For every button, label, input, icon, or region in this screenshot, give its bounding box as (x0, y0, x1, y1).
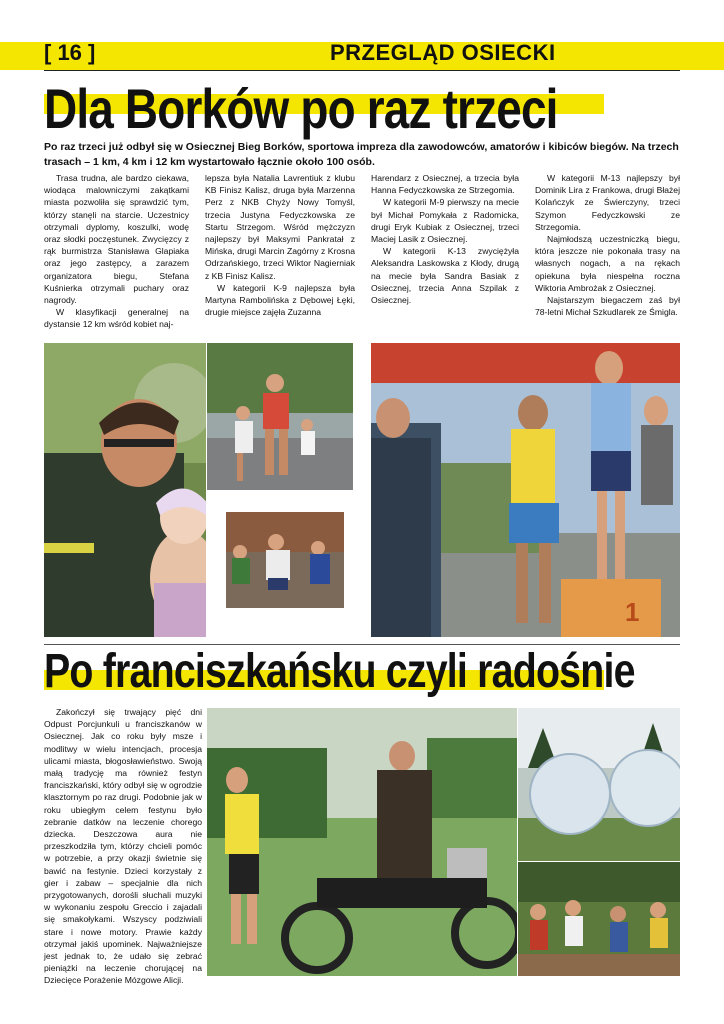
article-title: Dla Borków po raz trzeci (44, 77, 558, 140)
paragraph: W kategorii K-13 zwyciężyła Aleksandra Laskowska z Kłody, drugą na mecie była Sandra Basiak z Osiecznej, trzecia Anna Szpilak z Osiecznej. (371, 246, 519, 306)
paragraph: Trasa trudna, ale bardzo ciekawa, wiodąca malowniczymi zakątkami miasta pozwoliła się sprawdzić tym, którzy stanęli na starcie. Uczestnicy otrzymali dyplomy, koszulki, wodę oraz słodki poczęstunek. Zwycięzcy z rąk burmistrza Stanisława Glapiaka oraz jego zastępcy, a zarazem organizatora biegu, Stefana Kuśnierka otrzymali puchary oraz nagrody. (44, 173, 189, 306)
photo-motorcycle-festival (207, 708, 517, 976)
paragraph: Harendarz z Osiecznej, a trzecia była Hanna Fedyczkowska ze Strzegomia. (371, 173, 519, 196)
paragraph: W kategorii M-9 pierwszy na mecie był Michał Pomykała z Radomicka, drugi Eryk Kubiak z Osiecznej, trzeci Maciej Lasik z Osiecznej. (371, 197, 519, 245)
paragraph: lepsza była Natalia Lavrentiuk z klubu KB Finisz Kalisz, druga była Marzenna Perz z NKB Chyży Nowy Tomyśl, trzecia Justyna Fedyczkowska ze Startu Strzegom. Wśród mężczyzn najlepszy był Maksymi Pankratał z Mińska, drugi Marcin Zagórny z Krosna Odrzańskiego, trzeci Wiktor Nagierniak z KB Finisz Kalisz. (205, 173, 355, 281)
article-column-4 (535, 172, 680, 318)
header-rule (44, 70, 680, 71)
article-column-2 (205, 172, 355, 318)
paragraph: W kategorii K-9 najlepsza była Martyna Rambolińska z Dębowej Łęki, drugie miejsce zajęła Zuzanna (205, 282, 355, 318)
paragraph: Zakończył się trwający pięć dni Odpust Porcjunkuli u franciszkanów w Osiecznej. Jak co roku były msze i modlitwy w wielu intencjach, procesja ulicami miasta, błogosławieństwo. Swoją małą tradycję ma również festyn franciszkański, który odbył się w ogrodzie klasztornym po raz drugi. Podobnie jak w roku ubiegłym celem festynu było zebranie datków na leczenie chorego dziecka. Deszczowa aura nie przeszkodziła tym, którzy chcieli pomóc w potrzebie, a przy okazji świetnie się bawić na festynie. Dzieci korzystały z gier i zabaw – specjalnie dla nich przygotowanych, dorośli słuchali muzyki w wykonaniu zespołu Greccio i zajadali się smakołykami. Wszyscy podziwiali stare i nowe motory. Prawie każdy otrzymał jakiś upominek. Najważniejsze jest jednak to, że udało się zebrać pieniążki na leczenie chorującej na Dziecięce Porażenie Mózgowe Alicji. (44, 707, 202, 986)
podium-number: 1 (625, 597, 640, 627)
paragraph: Najstarszym biegaczem zaś był 78-letni Michał Szkudlarek ze Śmigla. (535, 295, 680, 318)
photo-runners-street (207, 343, 353, 490)
photo-zorb-balls (518, 708, 680, 861)
paragraph: Najmłodszą uczestniczką biegu, która jeszcze nie pokonała trasy na własnych nogach, a na rękach opiekuna była niespełna roczna Wiktoria Ambrożak z Osiecznej. (535, 234, 680, 293)
article-column-3 (371, 172, 519, 306)
page-number: [ 16 ] (44, 40, 96, 65)
photo-podium-ceremony (371, 343, 680, 637)
paragraph: W klasyfikacji generalnej na dystansie 12 km wśród kobiet naj- (44, 307, 189, 330)
article-title: Po franciszkańsku czyli radośnie (44, 645, 635, 698)
photo-man-with-baby (44, 343, 206, 637)
photo-festival-crowd (518, 862, 680, 976)
paragraph: W kategorii M-13 najlepszy był Dominik Lira z Frankowa, drugi Błażej Kolańczyk ze Świerczyny, trzeci Szymon Fedyczkowski ze Strzegomia. (535, 173, 680, 232)
article-column-1 (44, 172, 189, 331)
photo-runner-finish (224, 510, 346, 610)
article-lead: Po raz trzeci już odbył się w Osiecznej Bieg Borków, sportowa impreza dla zawodowców, amatorów i kibiców biegów. Na trzech trasach – 1 km, 4 km i 12 km wystartowało łącznie około 100 osób. (44, 141, 679, 168)
article-column (44, 706, 202, 987)
section-title: PRZEGLĄD OSIECKI (330, 40, 556, 65)
